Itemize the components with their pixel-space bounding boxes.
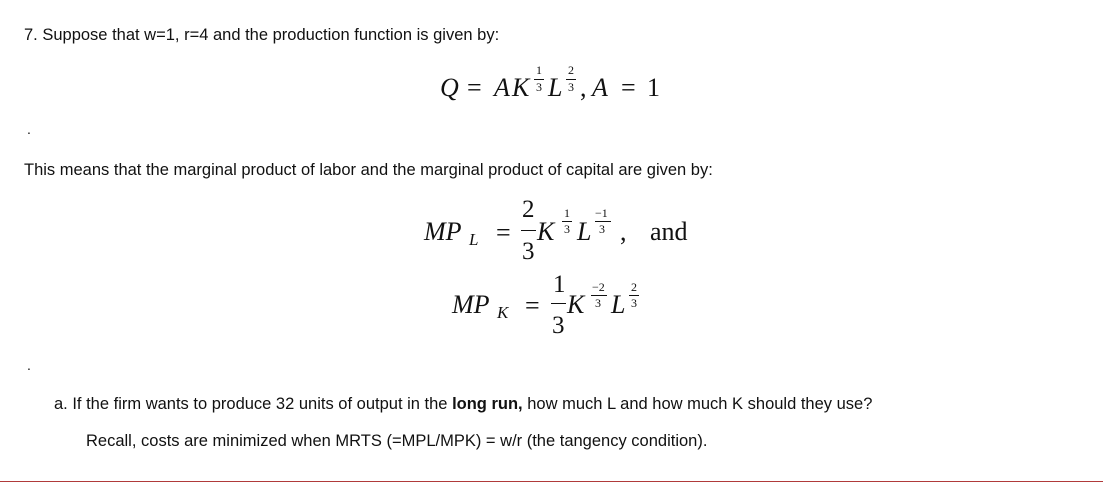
mpl-labor-exp-denominator: 3 <box>599 222 605 236</box>
recall-note: Recall, costs are minimized when MRTS (=MPL/MPK) = w/r (the tangency condition). <box>86 432 708 450</box>
mpl-equation <box>424 196 714 265</box>
mpl-comma: , <box>620 217 627 246</box>
mpl-coefficient-numerator: 2 <box>522 196 535 223</box>
equals-sign-2: = <box>621 73 636 102</box>
mpk-coefficient-denominator: 3 <box>552 312 565 339</box>
mpk-coefficient-bar <box>551 303 566 304</box>
bullet-dot: . <box>27 121 31 137</box>
labor-symbol: L <box>548 73 563 102</box>
equals-sign: = <box>467 73 482 102</box>
mpk-coefficient-numerator: 1 <box>553 271 566 298</box>
capital-exponent-denominator: 3 <box>536 80 542 94</box>
part-a-bold-phrase: long run, <box>452 395 523 413</box>
mpl-capital-exp-numerator: 1 <box>564 206 570 220</box>
production-function-equation <box>440 63 700 110</box>
mpl-capital-symbol: K <box>537 217 555 246</box>
mpk-labor-symbol: L <box>611 290 626 319</box>
mpl-coefficient-bar <box>521 230 536 231</box>
mpl-capital-exp-denominator: 3 <box>564 222 570 236</box>
capital-exponent-numerator: 1 <box>536 63 542 77</box>
part-a-prefix: a. If the firm wants to produce 32 units of output in the <box>54 395 453 413</box>
labor-exponent-denominator: 3 <box>568 80 574 94</box>
mpl-coefficient-denominator: 3 <box>522 238 535 265</box>
mpl-equals: = <box>496 218 511 247</box>
mpk-labor-exp-denominator: 3 <box>631 296 637 310</box>
mpk-capital-exp-numerator: −2 <box>592 280 605 294</box>
mpl-subscript: L <box>469 230 479 249</box>
bullet-dot-2: . <box>27 357 31 373</box>
technology-value: 1 <box>647 73 660 102</box>
equation-comma: , <box>580 73 587 102</box>
technology-symbol-2: A <box>592 73 608 102</box>
technology-symbol: A <box>494 73 510 102</box>
question-intro: 7. Suppose that w=1, r=4 and the production function is given by: <box>24 26 500 44</box>
part-a-suffix: how much L and how much K should they use? <box>522 395 873 413</box>
mpl-and-word: and <box>650 217 688 246</box>
mpk-symbol: MP <box>452 290 490 319</box>
mpk-capital-symbol: K <box>567 290 585 319</box>
output-symbol: Q <box>440 73 459 102</box>
mpl-labor-exp-numerator: −1 <box>595 206 608 220</box>
mpk-labor-exp-numerator: 2 <box>631 280 637 294</box>
mpl-labor-symbol: L <box>577 217 592 246</box>
mpk-subscript: K <box>497 303 509 322</box>
part-a-question <box>54 396 872 413</box>
mpk-capital-exp-denominator: 3 <box>595 296 601 310</box>
mpk-equals: = <box>525 291 540 320</box>
mpl-symbol: MP <box>424 217 462 246</box>
capital-symbol: K <box>512 73 530 102</box>
bottom-divider <box>0 481 1103 482</box>
labor-exponent-numerator: 2 <box>568 63 574 77</box>
marginal-products-intro: This means that the marginal product of labor and the marginal product of capital are given by: <box>24 161 713 179</box>
mpk-equation <box>452 272 692 342</box>
